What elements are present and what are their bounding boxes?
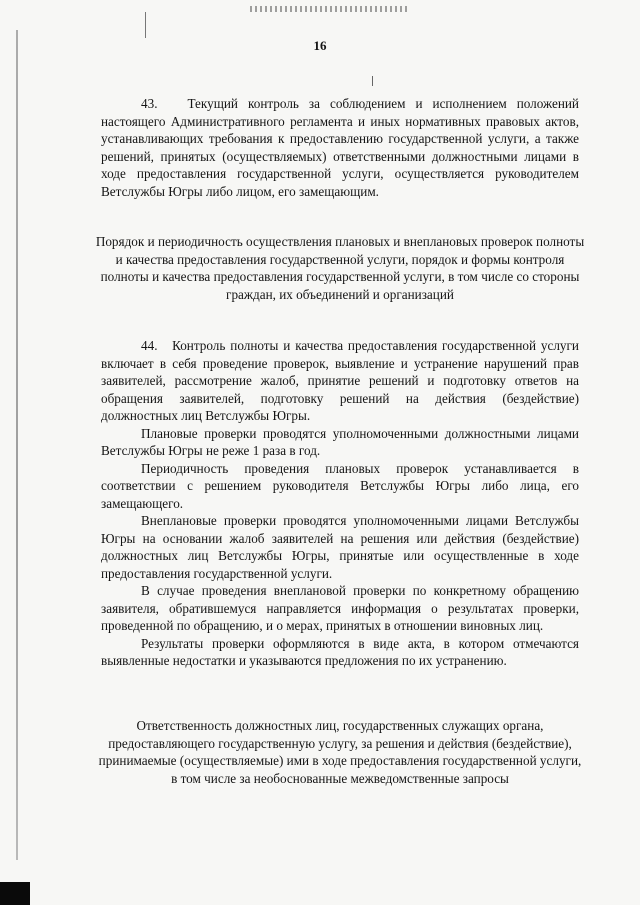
scan-mark [145, 12, 146, 38]
paragraph-unplanned-inspections: Внеплановые проверки проводятся уполномоченными лицами Ветслужбы Югры на основании жалоб заявителей на решения или действия (бездействие) должностных лиц Ветслужбы Югры, принятые или осуществленные в ходе предоставления государственной услуги. [101, 513, 579, 581]
section-43 [101, 95, 579, 200]
section-44 [101, 337, 579, 670]
heading-responsibility: Ответственность должностных лиц, государственных служащих органа, предоставляющего государственную услугу, за решения и действия (бездействие), принимаемые (осуществляемые) ими в ходе предоставления государственной услуги, в том числе за необоснованные межведомственные запросы [98, 718, 582, 786]
page-number: 16 [313, 38, 327, 53]
paragraph-43: 43. Текущий контроль за соблюдением и исполнением положений настоящего Административного регламента и иных нормативных правовых актов, устанавливающих требования к предоставлению государственной услуги, а также решений, принятых (осуществляемых) ответственными должностными лицами в ходе предоставления государственной услуги, осуществляется руководителем Ветслужбы Югры либо лицом, его замещающим. [101, 96, 579, 199]
heading-inspections: Порядок и периодичность осуществления плановых и внеплановых проверок полноты и качества предоставления государственной услуги, порядок и формы контроля полноты и качества предоставления государственной услуги, в том числе со стороны граждан, их объединений и организаций [95, 234, 585, 302]
scan-smudge [250, 6, 410, 12]
paragraph-results: Результаты проверки оформляются в виде акта, в котором отмечаются выявленные недостатки и указываются предложения по их устранению. [101, 635, 579, 668]
scan-corner-artifact [0, 882, 30, 905]
scan-tick [372, 76, 373, 86]
paragraph-44: 44. Контроль полноты и качества предоставления государственной услуги включает в себя проведение проверок, выявление и устранение нарушений прав заявителей, рассмотрение жалоб, принятие решений и подготовку ответов на обращения заявителей, подготовку решений на действия (бездействие) должностных лиц Ветслужбы Югры. [101, 338, 579, 423]
paragraph-planned-inspections: Плановые проверки проводятся уполномоченными должностными лицами Ветслужбы Югры не реже 1 раза в год. [101, 425, 579, 458]
paragraph-periodicity: Периодичность проведения плановых проверок устанавливается в соответствии с решением руководителя Ветслужбы Югры либо лица, его замещающего. [101, 460, 579, 511]
paragraph-specific-appeal: В случае проведения внеплановой проверки по конкретному обращению заявителя, обратившемуся направляется информация о результатах проверки, проведенной по обращению, и о мерах, принятых в отношении виновных лиц. [101, 583, 579, 633]
scan-edge-line [16, 30, 18, 860]
